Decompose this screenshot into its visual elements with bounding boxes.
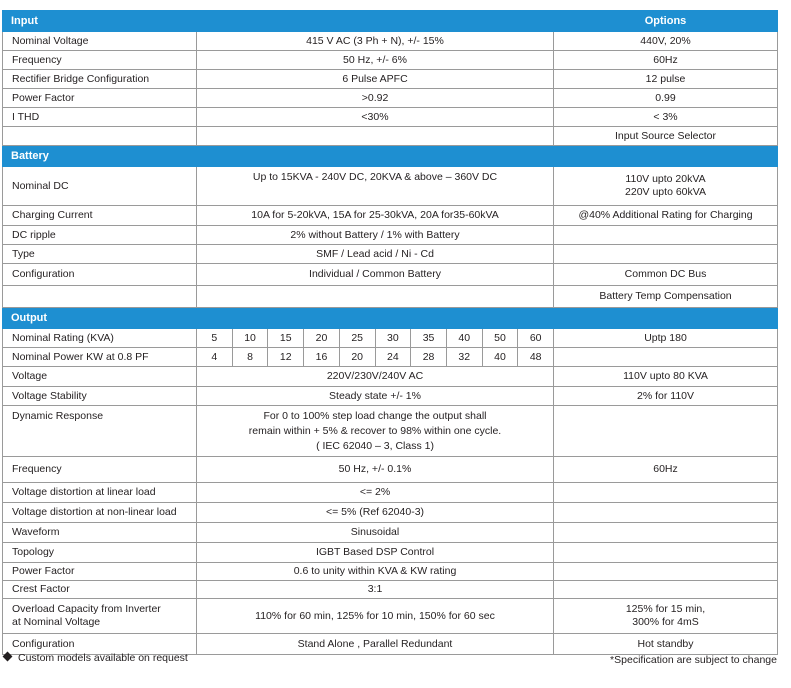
- table-row: [3, 329, 778, 348]
- row-value-line: ( IEC 62040 – 3, Class 1): [316, 439, 434, 452]
- row-label: Power Factor: [3, 563, 197, 581]
- rating-value: 32: [446, 348, 482, 366]
- input-section-title: Input: [3, 11, 554, 32]
- row-option: [554, 523, 778, 543]
- table-row: [3, 286, 778, 308]
- row-label: [3, 599, 197, 634]
- row-label: Nominal Rating (KVA): [3, 329, 197, 348]
- row-option: @40% Additional Rating for Charging: [554, 206, 778, 226]
- row-label: Topology: [3, 543, 197, 563]
- row-value: 10A for 5-20kVA, 15A for 25-30kVA, 20A for35-60kVA: [197, 206, 554, 226]
- row-label: Dynamic Response: [3, 406, 197, 457]
- rating-value: 16: [303, 348, 339, 366]
- row-value-line: For 0 to 100% step load change the output shall: [263, 409, 487, 422]
- row-option: 0.99: [554, 89, 778, 108]
- table-row: [3, 226, 778, 245]
- rating-value: 60: [517, 329, 553, 347]
- row-value: 2% without Battery / 1% with Battery: [197, 226, 554, 245]
- rating-value: 25: [339, 329, 375, 347]
- rating-value: 40: [446, 329, 482, 347]
- table-row: [3, 523, 778, 543]
- kw-values: [197, 348, 553, 366]
- row-option: 2% for 110V: [554, 387, 778, 406]
- table-row: [3, 599, 778, 634]
- row-value: Steady state +/- 1%: [197, 387, 554, 406]
- row-label: Type: [3, 245, 197, 264]
- row-value: 3:1: [197, 581, 554, 599]
- rating-value: 20: [303, 329, 339, 347]
- row-option: [554, 226, 778, 245]
- rating-value: 50: [482, 329, 518, 347]
- table-row: [3, 543, 778, 563]
- row-label-line: Overload Capacity from Inverter: [12, 603, 161, 615]
- rating-value: 30: [375, 329, 411, 347]
- row-label: Configuration: [3, 634, 197, 655]
- row-option-line: 125% for 15 min,: [625, 603, 706, 615]
- rating-value: 35: [410, 329, 446, 347]
- row-value: Individual / Common Battery: [197, 264, 554, 286]
- row-value-line: remain within + 5% & recover to 98% within one cycle.: [248, 424, 502, 437]
- rating-value: 8: [232, 348, 268, 366]
- rating-value: 15: [267, 329, 303, 347]
- row-value: 110% for 60 min, 125% for 10 min, 150% for 60 sec: [197, 599, 554, 634]
- table-row: [3, 245, 778, 264]
- rating-value: 4: [211, 351, 218, 363]
- row-option-line: 110V upto 20kVA: [625, 173, 706, 185]
- table-row: [3, 89, 778, 108]
- row-label: Voltage distortion at non-linear load: [3, 503, 197, 523]
- row-value: 0.6 to unity within KVA & KW rating: [197, 563, 554, 581]
- table-row: [3, 483, 778, 503]
- row-label: Frequency: [3, 51, 197, 70]
- table-row: [3, 563, 778, 581]
- row-label: Voltage distortion at linear load: [3, 483, 197, 503]
- row-option: < 3%: [554, 108, 778, 127]
- spec-table: [2, 10, 778, 655]
- table-row: [3, 167, 778, 206]
- row-value: 415 V AC (3 Ph + N), +/- 15%: [197, 32, 554, 51]
- table-row: [3, 457, 778, 483]
- table-row: [3, 127, 778, 146]
- table-row: [3, 51, 778, 70]
- row-value: IGBT Based DSP Control: [197, 543, 554, 563]
- row-label: Configuration: [3, 264, 197, 286]
- battery-section-header: [3, 146, 778, 167]
- row-label: Crest Factor: [3, 581, 197, 599]
- row-option: 110V upto 80 KVA: [554, 367, 778, 387]
- table-row: [3, 581, 778, 599]
- row-option: 440V, 20%: [554, 32, 778, 51]
- row-option: [554, 503, 778, 523]
- row-option-line: 300% for 4mS: [632, 616, 699, 628]
- table-row: [3, 367, 778, 387]
- table-row: [3, 108, 778, 127]
- row-value: <= 2%: [197, 483, 554, 503]
- table-row: [3, 206, 778, 226]
- row-option: [554, 581, 778, 599]
- row-value: <30%: [197, 108, 554, 127]
- row-option: 12 pulse: [554, 70, 778, 89]
- row-option: [554, 483, 778, 503]
- row-value: >0.92: [197, 89, 554, 108]
- row-label: Charging Current: [3, 206, 197, 226]
- row-label: Frequency: [3, 457, 197, 483]
- custom-models-note: [2, 652, 188, 664]
- row-option-line: 220V upto 60kVA: [625, 186, 706, 198]
- row-label: Power Factor: [3, 89, 197, 108]
- spec-change-note: *Specification are subject to change: [610, 654, 777, 666]
- row-label: Rectifier Bridge Configuration: [3, 70, 197, 89]
- table-row: [3, 32, 778, 51]
- row-label: Nominal DC: [3, 167, 197, 206]
- table-row: [3, 387, 778, 406]
- options-column-title: Options: [554, 11, 778, 32]
- row-value: 50 Hz, +/- 0.1%: [197, 457, 554, 483]
- row-label: Voltage Stability: [3, 387, 197, 406]
- row-label: [3, 127, 197, 146]
- rating-value: 5: [211, 332, 218, 344]
- output-section-title: Output: [3, 308, 778, 329]
- battery-section-title: Battery: [3, 146, 778, 167]
- row-option: [554, 406, 778, 457]
- row-option: Battery Temp Compensation: [554, 286, 778, 308]
- row-option: Hot standby: [554, 634, 778, 655]
- input-section-header: [3, 11, 778, 32]
- table-row: [3, 503, 778, 523]
- row-option: [554, 599, 778, 634]
- row-value: 220V/230V/240V AC: [197, 367, 554, 387]
- row-value: 50 Hz, +/- 6%: [197, 51, 554, 70]
- row-value: [197, 127, 554, 146]
- row-option: Input Source Selector: [554, 127, 778, 146]
- table-row: [3, 406, 778, 457]
- row-value: Sinusoidal: [197, 523, 554, 543]
- kva-values-cell: [197, 329, 554, 348]
- row-option: [554, 167, 778, 206]
- custom-models-text: Custom models available on request: [18, 652, 188, 664]
- row-label: Nominal Voltage: [3, 32, 197, 51]
- rating-value: 12: [267, 348, 303, 366]
- row-option: 60Hz: [554, 457, 778, 483]
- row-option: Common DC Bus: [554, 264, 778, 286]
- output-section-header: [3, 308, 778, 329]
- rating-value: 28: [410, 348, 446, 366]
- row-option: [554, 543, 778, 563]
- rating-value: 24: [375, 348, 411, 366]
- row-option: [554, 563, 778, 581]
- row-label: Nominal Power KW at 0.8 PF: [3, 348, 197, 367]
- row-value: Up to 15KVA - 240V DC, 20KVA & above – 360V DC: [197, 167, 554, 206]
- row-value: 6 Pulse APFC: [197, 70, 554, 89]
- table-row: [3, 264, 778, 286]
- row-label-line: at Nominal Voltage: [12, 616, 101, 628]
- row-label: Waveform: [3, 523, 197, 543]
- row-label: DC ripple: [3, 226, 197, 245]
- row-option: Uptp 180: [554, 329, 778, 348]
- row-label: [3, 286, 197, 308]
- diamond-bullet-icon: [3, 652, 13, 662]
- table-row: [3, 70, 778, 89]
- rating-value: 20: [339, 348, 375, 366]
- row-option: 60Hz: [554, 51, 778, 70]
- kw-values-cell: [197, 348, 554, 367]
- row-value: SMF / Lead acid / Ni - Cd: [197, 245, 554, 264]
- row-option: [554, 245, 778, 264]
- row-value: [197, 406, 554, 457]
- kva-values: [197, 329, 553, 347]
- table-row: [3, 348, 778, 367]
- row-value: [197, 286, 554, 308]
- rating-value: 10: [232, 329, 268, 347]
- specification-sheet: [2, 10, 777, 655]
- row-option: [554, 348, 778, 367]
- row-value: Stand Alone , Parallel Redundant: [197, 634, 554, 655]
- rating-value: 40: [482, 348, 518, 366]
- row-label: I THD: [3, 108, 197, 127]
- row-label: Voltage: [3, 367, 197, 387]
- rating-value: 48: [517, 348, 553, 366]
- row-value: <= 5% (Ref 62040-3): [197, 503, 554, 523]
